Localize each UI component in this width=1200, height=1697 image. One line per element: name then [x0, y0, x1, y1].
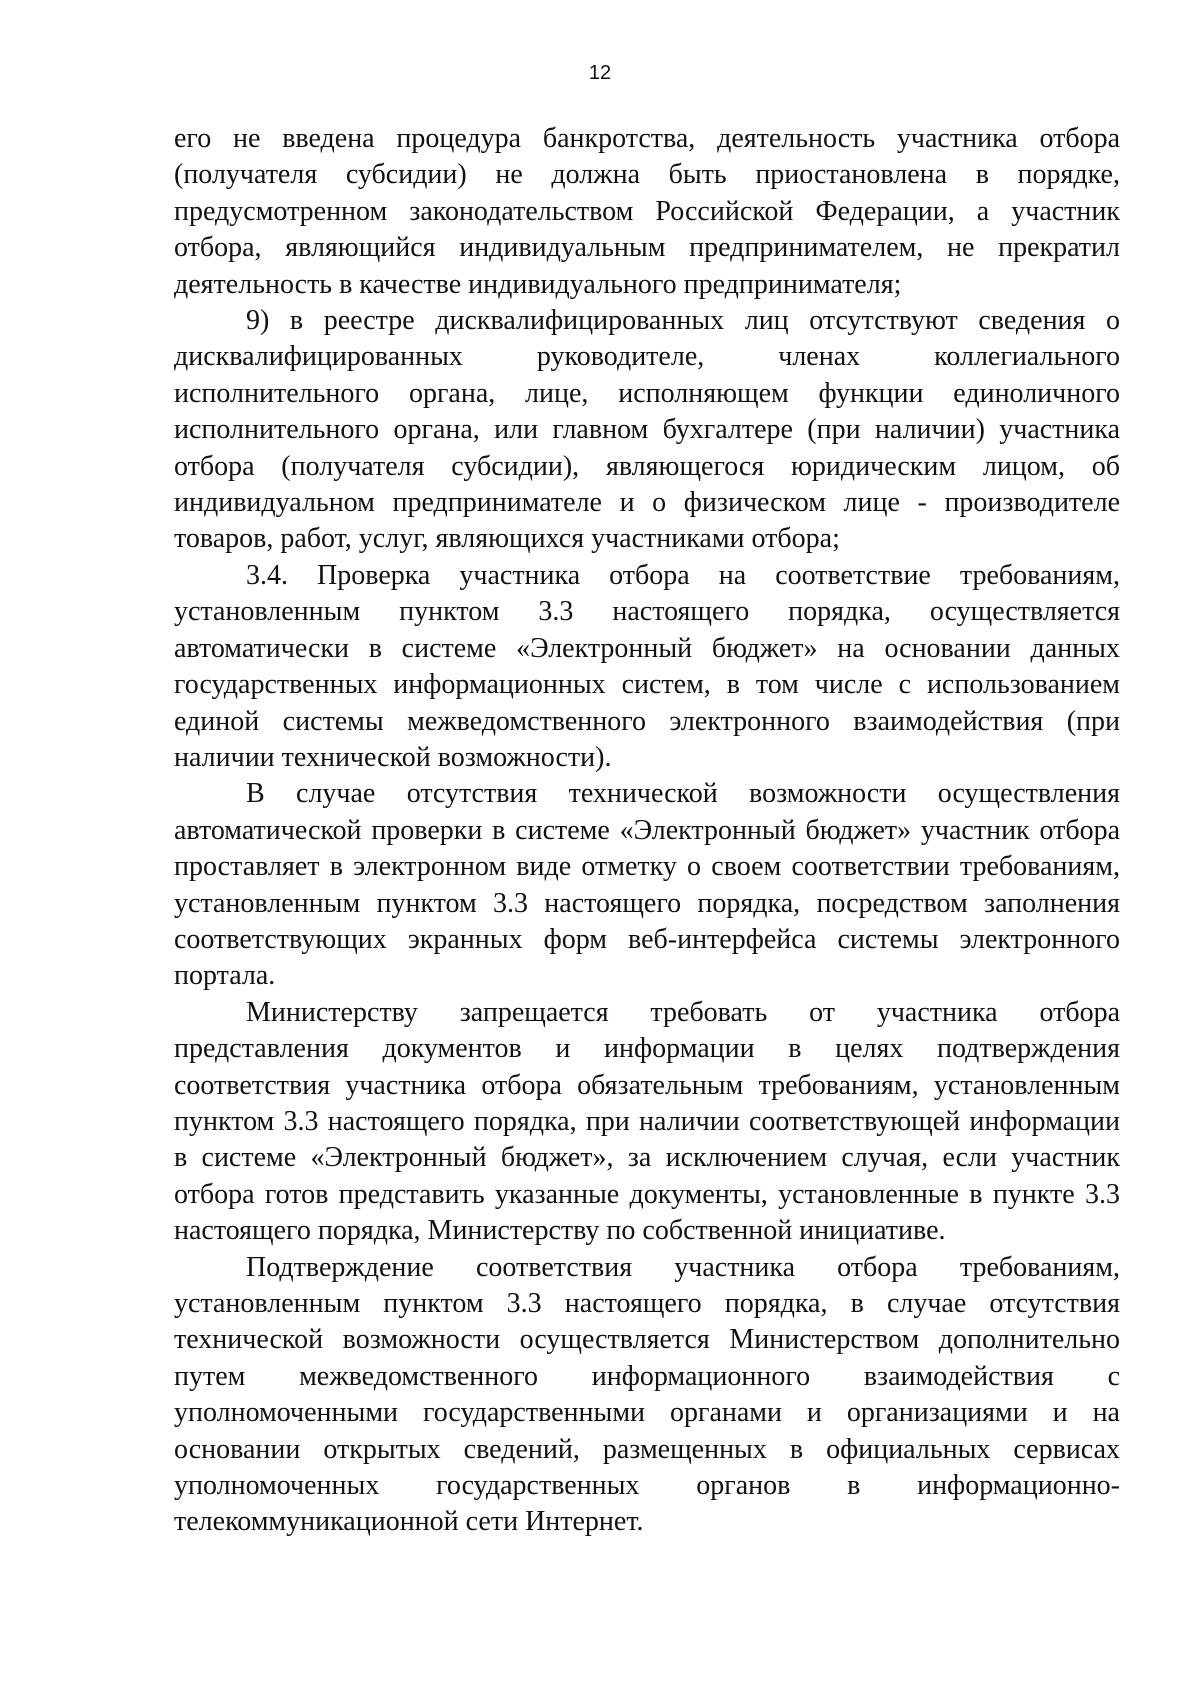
paragraph-section-3-4: 3.4. Проверка участника отбора на соответствие требованиям, установленным пунктом 3.3 настоящего порядка, осуществляется автоматически в системе «Электронный бюджет» на основании данных государственных информационных систем, в том числе с использованием единой системы межведомственного электронного взаимодействия (при наличии технической возможности).: [174, 559, 1120, 773]
document-body: [174, 121, 1120, 1541]
paragraph-ministry-prohibition: Министерству запрещается требовать от участника отбора представления документов и информации в целях подтверждения соответствия участника отбора обязательным требованиям, установленным пунктом 3.3 настоящего порядка, при наличии соответствующей информации в системе «Электронный бюджет», за исключением случая, если участник отбора готов представить указанные документы, установленные в пункте 3.3 настоящего порядка, Министерству по собственной инициативе.: [174, 996, 1120, 1247]
paragraph-confirmation: Подтверждение соответствия участника отбора требованиям, установленным пунктом 3.3 настоящего порядка, в случае отсутствия технической возможности осуществляется Министерством дополнительно путем межведомственного информационного взаимодействия с уполномоченными государственными органами и организациями и на основании открытых сведений, размещенных в официальных сервисах уполномоченных государственных органов в информационно-телекоммуникационной сети Интернет.: [174, 1251, 1120, 1538]
paragraph-item-9: 9) в реестре дисквалифицированных лиц отсутствуют сведения о дисквалифицированных руководителе, членах коллегиального исполнительного органа, лице, исполняющем функции единоличного исполнительного органа, или главном бухгалтере (при наличии) участника отбора (получателя субсидии), являющегося юридическим лицом, об индивидуальном предпринимателе и о физическом лице - производителе товаров, работ, услуг, являющихся участниками отбора;: [174, 305, 1120, 555]
paragraph-no-technical-possibility: В случае отсутствия технической возможности осуществления автоматической проверки в системе «Электронный бюджет» участник отбора проставляет в электронном виде отметку о своем соответствии требованиям, установленным пунктом 3.3 настоящего порядка, посредством заполнения соответствующих экранных форм веб-интерфейса системы электронного портала.: [174, 778, 1120, 992]
page-number: 12: [588, 62, 612, 84]
paragraph-continuation: его не введена процедура банкротства, деятельность участника отбора (получателя субсидии) не должна быть приостановлена в порядке, предусмотренном законодательством Российской Федерации, а участник отбора, являющийся индивидуальным предпринимателем, не прекратил деятельность в качестве индивидуального предпринимателя;: [174, 123, 1120, 300]
